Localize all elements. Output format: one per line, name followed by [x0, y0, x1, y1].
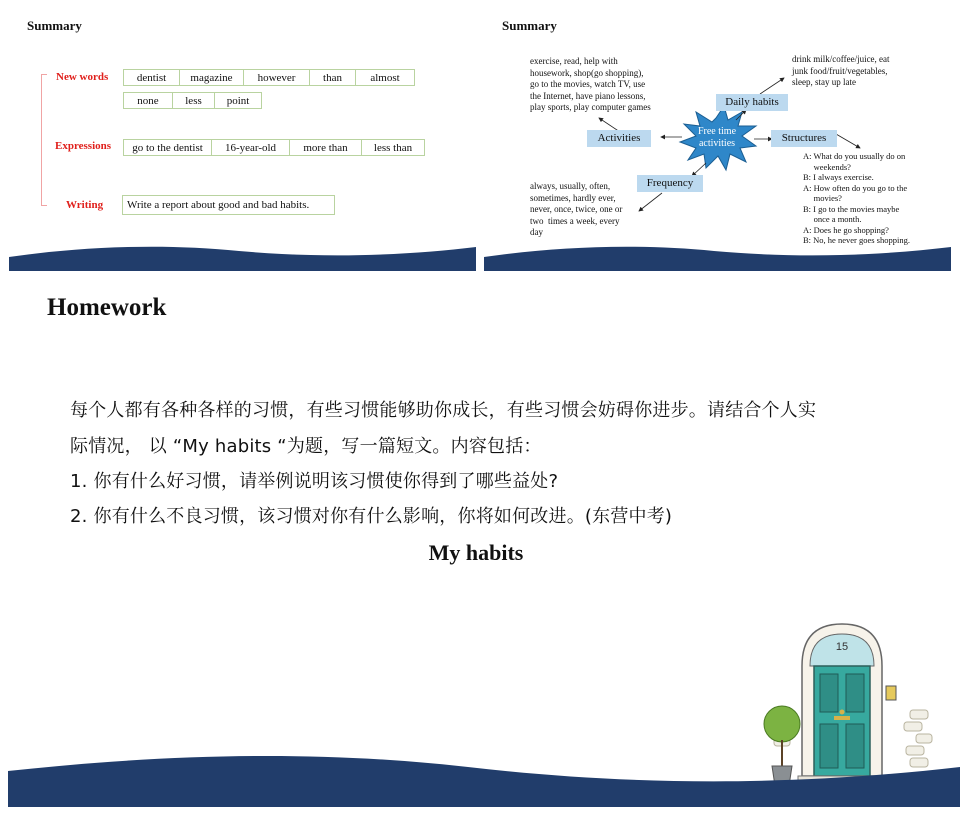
slide-title: Summary: [27, 18, 82, 33]
bracket-line: [41, 74, 42, 206]
homework-title: Homework: [47, 294, 167, 321]
expression-cell: less than: [361, 139, 425, 156]
word-cell: magazine: [179, 69, 244, 86]
node-activities: Activities: [587, 130, 651, 147]
summary-slide-left: [9, 8, 476, 271]
label-new-words: New words: [56, 71, 109, 83]
word-cell: less: [172, 92, 215, 109]
bracket-tick: [41, 74, 47, 75]
door-number: 15: [835, 641, 849, 653]
homework-line: 际情况， 以 “My habits “为题，写一篇短文。内容包括：: [70, 436, 542, 457]
label-writing: Writing: [66, 199, 104, 211]
activities-text: exercise, read, help with housework, shop(go shopping), go to the movies, watch TV, use the Internet, have piano lessons, play sports, play computer games: [530, 56, 651, 112]
structures-text: A: What do you usually do on weekends? B: I always exercise. A: How often do you go to the movies? B: I go to the movies maybe once a month. A: Does he go shopping? B: No, he never goes shopping.: [803, 151, 910, 245]
daily-habits-text: drink milk/coffee/juice, eat junk food/fruit/vegetables, sleep, stay up late: [792, 54, 890, 87]
homework-line: 2. 你有什么不良习惯，该习惯对你有什么影响，你将如何改进。(东营中考): [70, 506, 673, 527]
word-cell: point: [214, 92, 262, 109]
writing-cell: Write a report about good and bad habits.: [122, 195, 335, 215]
summary-slide-right: [484, 8, 951, 271]
slide-title: Summary: [502, 18, 557, 33]
essay-title: My habits: [428, 540, 524, 565]
word-cell: almost: [355, 69, 415, 86]
homework-line: 1. 你有什么好习惯，请举例说明该习惯使你得到了哪些益处?: [70, 471, 559, 492]
node-structures: Structures: [771, 130, 837, 147]
expression-cell: 16-year-old: [211, 139, 290, 156]
word-cell: however: [243, 69, 310, 86]
expression-cell: go to the dentist: [123, 139, 212, 156]
word-cell: dentist: [123, 69, 180, 86]
center-node-text: Free time activities: [697, 126, 737, 149]
decorative-wave: [484, 241, 951, 271]
decorative-wave: [9, 241, 476, 271]
homework-line: 每个人都有各种各样的习惯，有些习惯能够助你成长，有些习惯会妨碍你进步。请结合个人实: [70, 400, 817, 421]
node-daily-habits: Daily habits: [716, 94, 788, 111]
node-frequency: Frequency: [637, 175, 703, 192]
frequency-text: always, usually, often, sometimes, hardly ever, never, once, twice, one or two times a week, every day: [530, 181, 623, 237]
bracket-tick: [41, 205, 47, 206]
word-cell: than: [309, 69, 356, 86]
decorative-wave: [8, 747, 960, 807]
word-cell: none: [123, 92, 173, 109]
label-expressions: Expressions: [55, 140, 112, 152]
expression-cell: more than: [289, 139, 362, 156]
